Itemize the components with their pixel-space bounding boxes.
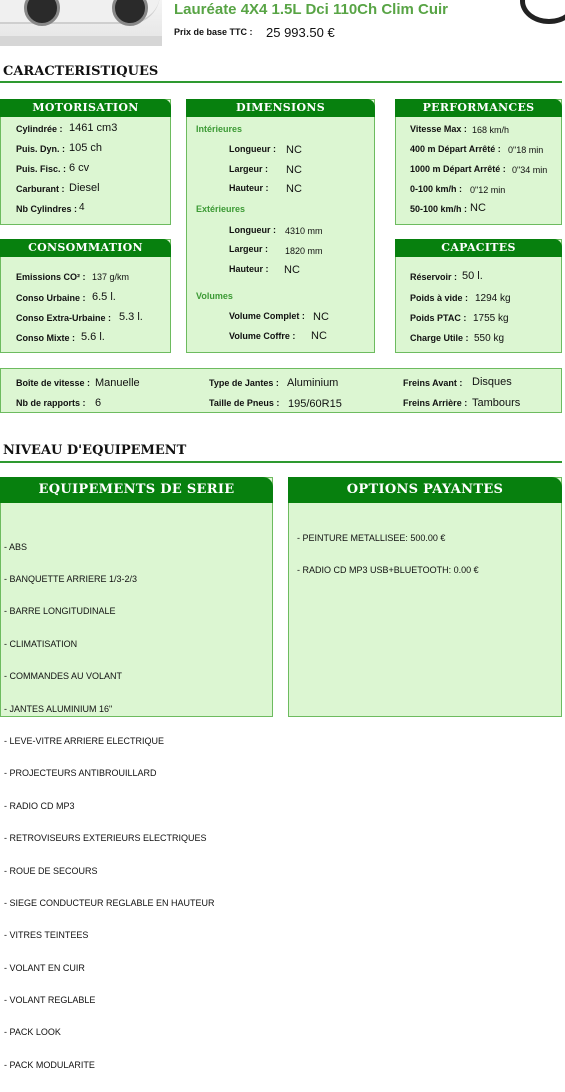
spec-label: Emissions CO² :: [16, 272, 86, 282]
list-item: - JANTES ALUMINIUM 16": [4, 703, 113, 714]
spec-label: Largeur :: [229, 244, 269, 254]
spec-value: NC: [311, 330, 327, 342]
subheading-interieures: Intérieures: [196, 124, 243, 134]
spec-value: NC: [470, 202, 486, 214]
spec-value: 0"18 min: [508, 145, 544, 155]
dimensions-box: [186, 99, 375, 353]
spec-value: Disques: [472, 376, 512, 388]
spec-value: 195/60R15: [288, 398, 342, 410]
spec-label: Charge Utile :: [410, 333, 469, 343]
list-item: - COMMANDES AU VOLANT: [4, 671, 123, 682]
spec-value: 4: [79, 202, 85, 213]
spec-label: 0-100 km/h :: [410, 184, 463, 194]
list-item: - PROJECTEURS ANTIBROUILLARD: [4, 768, 157, 779]
list-item: - VOLANT EN CUIR: [4, 962, 85, 973]
capacites-header: CAPACITES: [395, 239, 562, 257]
spec-value: 168 km/h: [472, 125, 510, 135]
equipements-serie-list: [4, 520, 215, 1092]
spec-value: NC: [284, 264, 300, 276]
list-item: - RADIO CD MP3: [4, 800, 75, 811]
list-item: - LEVE-VITRE ARRIERE ELECTRIQUE: [4, 735, 165, 746]
subheading-exterieures: Extérieures: [196, 204, 246, 214]
spec-label: Puis. Fisc. :: [16, 164, 67, 174]
steering-wheel-image: [520, 0, 565, 24]
spec-label: Volume Coffre :: [229, 331, 296, 341]
capacites-box: [395, 239, 562, 353]
spec-value: 1461 cm3: [69, 122, 118, 134]
performances-header: PERFORMANCES: [395, 99, 562, 117]
options-payantes-list: [297, 511, 479, 597]
spec-value: 5.3 l.: [119, 311, 143, 323]
section-divider: [0, 81, 562, 83]
spec-label: Puis. Dyn. :: [16, 144, 66, 154]
motorisation-box: [0, 99, 171, 225]
consommation-header: CONSOMMATION: [0, 239, 171, 257]
list-item: - SIEGE CONDUCTEUR REGLABLE EN HAUTEUR: [4, 897, 215, 908]
spec-label: Carburant :: [16, 184, 65, 194]
spec-value: 6: [95, 397, 102, 409]
spec-label: Hauteur :: [229, 183, 269, 193]
section-niveau-equipement: NIVEAU D'EQUIPEMENT: [3, 443, 187, 458]
subheading-volumes: Volumes: [196, 291, 233, 301]
spec-label: Longueur :: [229, 225, 276, 235]
spec-value: 550 kg: [474, 333, 505, 344]
spec-label: Réservoir :: [410, 272, 458, 282]
spec-value: Tambours: [472, 397, 521, 409]
spec-label: Conso Mixte :: [16, 333, 76, 343]
spec-label: Largeur :: [229, 164, 269, 174]
spec-value: NC: [313, 311, 329, 323]
spec-value: NC: [286, 183, 302, 195]
list-item: - ABS: [4, 541, 28, 552]
car-image: [0, 0, 162, 46]
list-item: - VITRES TEINTEES: [4, 930, 89, 941]
spec-label: Vitesse Max :: [410, 124, 467, 134]
options-payantes-box: [288, 477, 562, 717]
spec-label: Conso Extra-Urbaine :: [16, 313, 112, 323]
spec-value: 1820 mm: [285, 246, 323, 256]
spec-label: Nb Cylindres :: [16, 204, 78, 214]
motorisation-header: MOTORISATION: [0, 99, 171, 117]
spec-label: 50-100 km/h :: [410, 204, 468, 214]
spec-value: 6 cv: [69, 162, 90, 174]
spec-label: Longueur :: [229, 144, 276, 154]
spec-label: 1000 m Départ Arrêté :: [410, 164, 506, 174]
spec-value: 0"12 min: [470, 185, 506, 195]
equipements-serie-header: EQUIPEMENTS DE SERIE: [0, 477, 273, 503]
spec-value: 105 ch: [69, 142, 103, 154]
spec-label: Volume Complet :: [229, 311, 305, 321]
spec-label: Freins Arrière :: [403, 398, 468, 408]
spec-value: 1755 kg: [473, 313, 509, 324]
spec-value: Aluminium: [287, 377, 339, 389]
equipements-serie-box: [0, 477, 273, 1070]
list-item: - PACK LOOK: [4, 1027, 61, 1038]
list-item: - PEINTURE METALLISEE: 500.00 €: [297, 532, 446, 543]
spec-label: Nb de rapports :: [16, 398, 86, 408]
spec-label: Taille de Pneus :: [209, 398, 280, 408]
spec-label: Freins Avant :: [403, 378, 463, 388]
spec-label: Poids à vide :: [410, 293, 469, 303]
spec-label: 400 m Départ Arrêté :: [410, 144, 501, 154]
list-item: - CLIMATISATION: [4, 638, 78, 649]
spec-label: Cylindrée :: [16, 124, 63, 134]
spec-value: 5.6 l.: [81, 331, 105, 343]
price-value: 25 993.50 €: [266, 25, 335, 40]
price-label: Prix de base TTC :: [174, 27, 253, 37]
options-payantes-header: OPTIONS PAYANTES: [288, 477, 562, 503]
spec-value: 137 g/km: [92, 272, 130, 282]
spec-label: Poids PTAC :: [410, 313, 467, 323]
section-divider: [0, 461, 562, 463]
list-item: - VOLANT REGLABLE: [4, 995, 96, 1006]
model-title: Lauréate 4X4 1.5L Dci 110Ch Clim Cuir: [174, 1, 449, 18]
spec-value: 0"34 min: [512, 165, 548, 175]
spec-label: Type de Jantes :: [209, 378, 279, 388]
list-item: - BANQUETTE ARRIERE 1/3-2/3: [4, 573, 138, 584]
spec-value: 1294 kg: [475, 293, 511, 304]
spec-value: Diesel: [69, 182, 100, 194]
spec-value: 50 l.: [462, 270, 483, 282]
section-caracteristiques: CARACTERISTIQUES: [3, 64, 159, 79]
spec-value: NC: [286, 144, 302, 156]
spec-value: 4310 mm: [285, 226, 323, 236]
dimensions-header: DIMENSIONS: [186, 99, 375, 117]
list-item: - PACK MODULARITE: [4, 1059, 95, 1070]
transmission-box: [0, 368, 562, 413]
spec-value: Manuelle: [95, 377, 140, 389]
spec-label: Boîte de vitesse :: [16, 378, 91, 388]
spec-value: NC: [286, 164, 302, 176]
consommation-box: [0, 239, 171, 353]
spec-label: Conso Urbaine :: [16, 293, 86, 303]
list-item: - RADIO CD MP3 USB+BLUETOOTH: 0.00 €: [297, 564, 479, 575]
list-item: - RETROVISEURS EXTERIEURS ELECTRIQUES: [4, 833, 207, 844]
spec-value: 6.5 l.: [92, 291, 116, 303]
performances-box: [395, 99, 562, 225]
list-item: - ROUE DE SECOURS: [4, 865, 98, 876]
spec-label: Hauteur :: [229, 264, 269, 274]
list-item: - BARRE LONGITUDINALE: [4, 606, 116, 617]
